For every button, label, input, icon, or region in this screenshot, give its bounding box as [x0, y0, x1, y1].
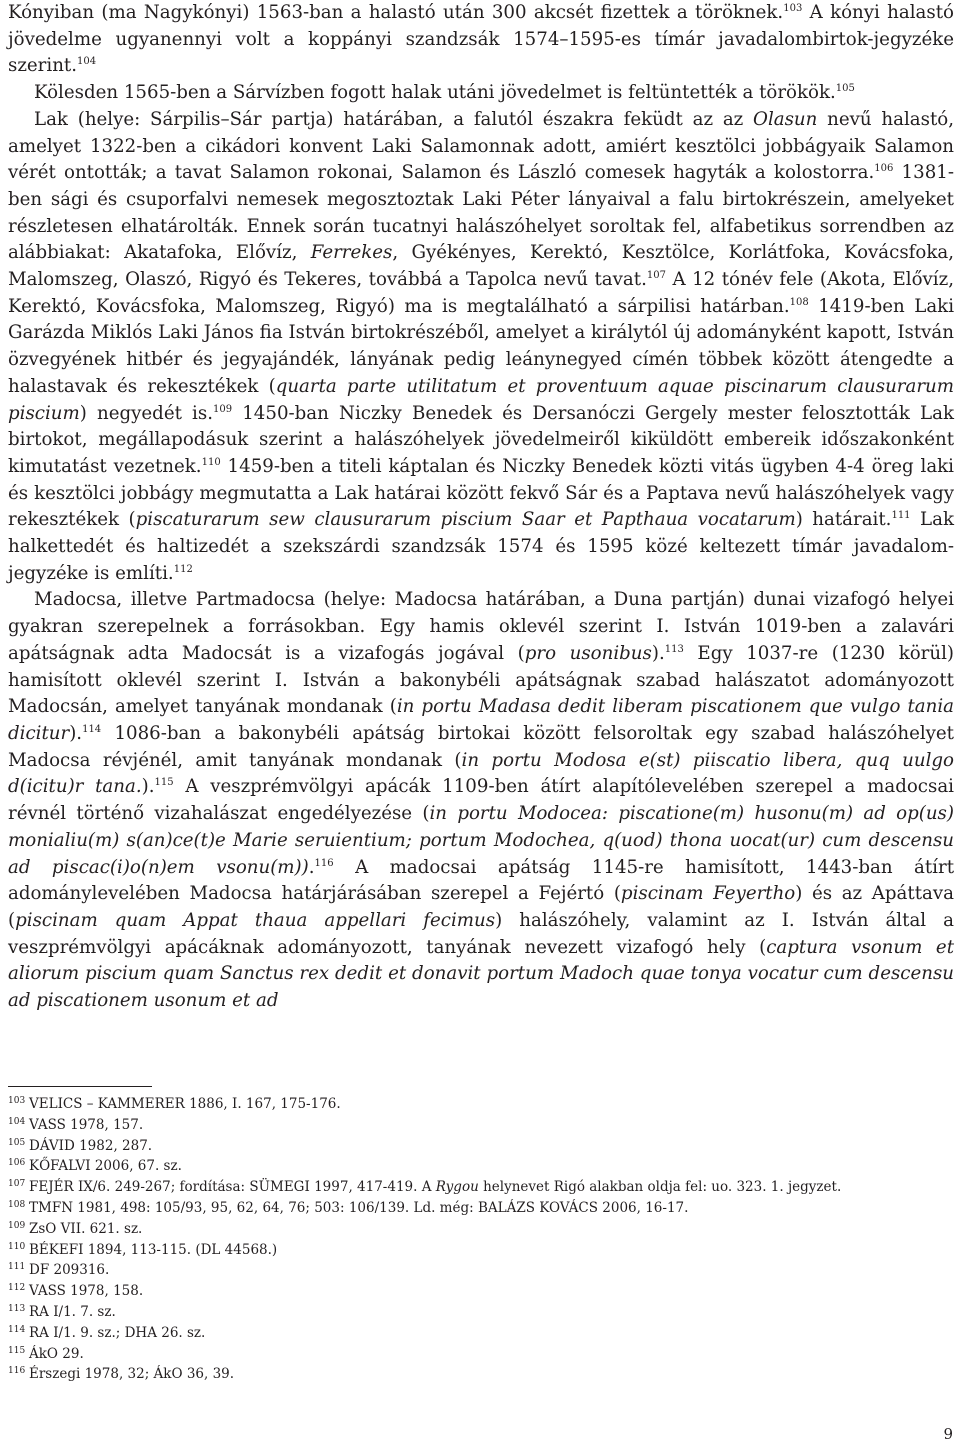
text-run: DÁVID 1982, 287.	[29, 1137, 153, 1154]
footnote-ref: 108	[789, 296, 809, 308]
footnote-number: 113	[8, 1303, 26, 1314]
footnote-number: 116	[8, 1366, 26, 1377]
text-run: 1419-ben Laki Garázda Miklós Laki János fia István birtokrészéből, amelyet a királytól új adományként kapott, István özvegyének hitbér és jegyajándék, lányának pedig leánynegyed címén többek között átengedte a halastavak és rekesztékek (	[8, 295, 955, 397]
footnote-number: 110	[8, 1241, 26, 1252]
footnote-text	[29, 1323, 205, 1344]
footnote-number: 103	[8, 1096, 26, 1106]
footnotes	[8, 1094, 954, 1385]
footnote-number: 104	[8, 1116, 26, 1127]
paragraph	[8, 587, 954, 1014]
text-run: ÁkO 29.	[29, 1345, 84, 1362]
text-run: A veszprémvölgyi apácák 1109-ben átírt alapítólevelében szerepel a madocsai révnél történő vizahalászat engedélyezése (	[8, 776, 954, 825]
footnote-number: 112	[8, 1283, 26, 1294]
footnote-ref: 103	[783, 3, 803, 14]
italic-text: in portu Modocea: piscatione(m) husonu(m) ad op(us) monialiu(m) s(an)ce(t)e Marie seruientium; portum Modochea, q(uod) thona uocat(ur) cum descensu ad piscac(i)o(n)em vsonu(m))	[8, 803, 954, 878]
text-run: TMFN 1981, 498: 105/93, 95, 62, 64, 76; 503: 106/139. Ld. még: BALÁZS KOVÁCS 2006, 16-17.	[29, 1199, 689, 1216]
footnote	[8, 1344, 954, 1365]
text-run: Lak halkettedét és haltizedét a szekszárdi szandzsák 1574 és 1595 közé keltezett tímár javadalom-jegyzéke is említi.	[8, 509, 954, 584]
italic-text: Rygou	[435, 1179, 479, 1196]
italic-text: piscaturarum sew clausurarum piscium Saar et Papthaua vocatarum	[135, 509, 796, 531]
footnote-text	[29, 1260, 109, 1281]
body-text	[8, 0, 954, 1015]
footnote-ref: 114	[82, 723, 102, 735]
footnote	[8, 1364, 954, 1385]
text-run: Lak (helye: Sárpilis–Sár partja) határában, a falutól északra feküdt az az	[34, 108, 754, 130]
text-run: 1459-ben a titeli káptalan és Niczky Benedek közti vitás ügyben 4-4 öreg laki és kesztölci jobbágy megmutatta a Lak határai között fekvő Sár és a Paptava nevű halászóhelyek vagy rekesztékek (	[8, 455, 954, 531]
footnote	[8, 1198, 954, 1219]
footnote-ref: 115	[154, 777, 174, 789]
footnote	[8, 1219, 954, 1240]
text-run: ) határait.	[795, 509, 892, 531]
footnote-text	[29, 1136, 152, 1157]
text-run: Madocsa, illetve Partmadocsa (helye: Madocsa határában, a Duna partján) dunai vizafogó helyei gyakran szerepelnek a forrásokban. Egy hamis oklevél szerint I. István 1019-ben a zalavári apátságnak adta Madocsát is a vizafogás jogával (	[8, 589, 954, 664]
text-run: VELICS – KAMMERER 1886, I. 167, 175-176.	[29, 1096, 341, 1112]
text-run: Kónyiban (ma Nagykónyi) 1563-ban a halastó után 300 akcsét fizettek a töröknek.	[8, 2, 784, 23]
footnote-number: 115	[8, 1345, 26, 1356]
text-run: .	[308, 856, 315, 878]
footnote-number: 111	[8, 1262, 26, 1273]
footnote	[8, 1260, 954, 1281]
footnote-ref: 110	[201, 456, 221, 468]
footnote-ref: 104	[77, 56, 97, 68]
text-run: VASS 1978, 158.	[29, 1283, 144, 1300]
footnote-ref: 116	[314, 857, 334, 869]
paragraph	[8, 80, 954, 107]
footnote-text	[29, 1198, 688, 1219]
text-run: ).	[69, 722, 83, 744]
text-run: ).	[141, 776, 155, 798]
footnote-text	[29, 1302, 116, 1323]
text-run: VASS 1978, 157.	[29, 1116, 144, 1133]
italic-text: in portu Modosa e(st) piiscatio libera, quq uulgo d(icitu)r tana.	[8, 749, 955, 798]
text-run: helynevet Rigó alakban oldja fel: uo. 323. 1. jegyzet.	[478, 1179, 842, 1196]
paragraph	[8, 0, 954, 80]
text-run: RA I/1. 9. sz.; DHA 26. sz.	[29, 1324, 206, 1341]
text-run: A kónyi halastó jövedelme ugyanennyi volt a koppányi szandzsák 1574–1595-es tímár javadalombirtok-jegyzéke szerint.	[8, 2, 954, 77]
footnote-ref: 113	[664, 643, 684, 655]
text-run: , Gyékényes, Kerektó, Kesztölce, Korlátfoka, Kovácsfoka, Malomszeg, Olaszó, Rigyó és Tekeres, továbbá a Tapolca nevű tavat.	[8, 242, 954, 291]
text-run: 1450-ban Niczky Benedek és Dersanóczi Gergely mester felosztották Lak birtokot, megállapodásuk szerint a halászóhelyek jövedelmeiről kiküldött embereik időszakonként kimutatást vezetnek.	[8, 402, 954, 477]
footnote-number: 105	[8, 1137, 26, 1148]
text-run: 1086-ban a bakonybéli apátság birtokai között felsoroltak egy szabad halászóhelyet Madocsa révjénél, amit tanyának mondanak (	[8, 722, 954, 771]
italic-text: Ferrekes	[310, 242, 393, 264]
footnote-text	[29, 1219, 142, 1240]
footnote-text	[29, 1115, 143, 1136]
text-run: ZsO VII. 621. sz.	[29, 1220, 143, 1237]
text-run: Egy 1037-re (1230 körül) hamisított oklevél szerint I. István a bakonybéli apátságnak szabad halászatot adományozott Madocsán, amelyet tanyának mondanak (	[8, 642, 954, 718]
italic-text: piscinam Feyertho	[620, 883, 796, 905]
footnote	[8, 1177, 954, 1198]
footnote-text	[29, 1094, 341, 1115]
text-run: ).	[651, 642, 665, 664]
footnote	[8, 1240, 954, 1261]
text-run: DF 209316.	[29, 1262, 110, 1279]
footnote-number: 109	[8, 1220, 26, 1231]
footnote-text	[29, 1177, 841, 1198]
text-run: FEJÉR IX/6. 249-267; fordítása: SÜMEGI 1997, 417-419. A	[29, 1179, 436, 1196]
text-run: BÉKEFI 1894, 113-115. (DL 44568.)	[29, 1241, 278, 1258]
footnote	[8, 1156, 954, 1177]
text-run: A madocsai apátság 1145-re hamisított, 1443-ban átírt adománylevelében Madocsa határjárásában szerepel a Fejértó (	[8, 856, 955, 905]
italic-text: captura vsonum et aliorum piscium quam Sanctus rex dedit et donavit portum Madoch quae tonya vocatur cum descensu ad piscationem usonum et ad	[8, 936, 954, 1012]
italic-text: quarta parte utilitatum et proventuum aquae piscinarum clausurarum piscium	[8, 375, 954, 424]
footnote-text	[29, 1156, 182, 1177]
footnote-ref: 112	[173, 563, 193, 575]
text-run: ) negyedét is.	[79, 402, 213, 424]
footnote-ref: 111	[891, 510, 911, 522]
text-run: 1381-ben sági és csuporfalvi nemesek megosztoztak Laki Péter lányaival a falu birtokrészein, amelyeket részletesen elhatárolták. Ennek során tucatnyi halászóhelyet soroltak fel, alfabetikus sorrendben az alábbiakat: Akatafoka, Elővíz,	[8, 162, 954, 264]
footnote-number: 108	[8, 1199, 26, 1210]
footnote-ref: 105	[835, 83, 855, 95]
footnote	[8, 1136, 954, 1157]
paragraph	[8, 107, 954, 588]
italic-text: in portu Madasa dedit liberam piscationem que vulgo tania dicitur	[8, 696, 954, 744]
footnote-number: 107	[8, 1179, 26, 1190]
footnote-number: 106	[8, 1158, 26, 1169]
text-run: RA I/1. 7. sz.	[29, 1303, 116, 1320]
italic-text: piscinam quam Appat thaua appellari fecimus	[15, 909, 496, 931]
text-run: ) és az Apáttava (	[8, 883, 954, 931]
footnote-text	[29, 1281, 143, 1302]
text-run: ) halászóhely, valamint az I. István által a veszprémvölgyi apácáknak adományozott, tanyának nevezett vizafogó hely (	[8, 909, 954, 958]
text-run: nevű halastó, amelyet 1322-ben a cikádori konvent Laki Salamonnak adott, amiért kesztölci jobbágyaik Salamon vérét ontották; a tavat Salamon rokonai, Salamon és László comesek hagyták a kolostorra.	[8, 108, 954, 184]
footnote-ref: 106	[874, 163, 894, 175]
footnote	[8, 1302, 954, 1323]
text-run: KŐFALVI 2006, 67. sz.	[29, 1158, 182, 1175]
footnote	[8, 1115, 954, 1136]
footnote-text	[29, 1364, 234, 1385]
footnote-text	[29, 1240, 277, 1261]
italic-text: Olasun	[753, 108, 818, 130]
footnote-ref: 109	[212, 403, 233, 415]
text-run: Kölesden 1565-ben a Sárvízben fogott halak utáni jövedelmet is feltüntették a törökök.	[34, 82, 836, 104]
footnote	[8, 1094, 954, 1115]
footnote	[8, 1281, 954, 1302]
footnote	[8, 1323, 954, 1344]
text-run: A 12 tónév fele (Akota, Elővíz, Kerektó, Kovácsfoka, Malomszeg, Rigyó) ma is megtalálható a sárpilisi határban.	[8, 269, 954, 317]
page-number: 9	[943, 1425, 953, 1443]
footnote-text	[29, 1344, 84, 1365]
text-run: Érszegi 1978, 32; ÁkO 36, 39.	[29, 1366, 235, 1383]
footnote-separator	[8, 1086, 152, 1087]
footnote-number: 114	[8, 1324, 26, 1335]
footnote-ref: 107	[646, 270, 666, 282]
italic-text: pro usonibus	[524, 642, 652, 664]
